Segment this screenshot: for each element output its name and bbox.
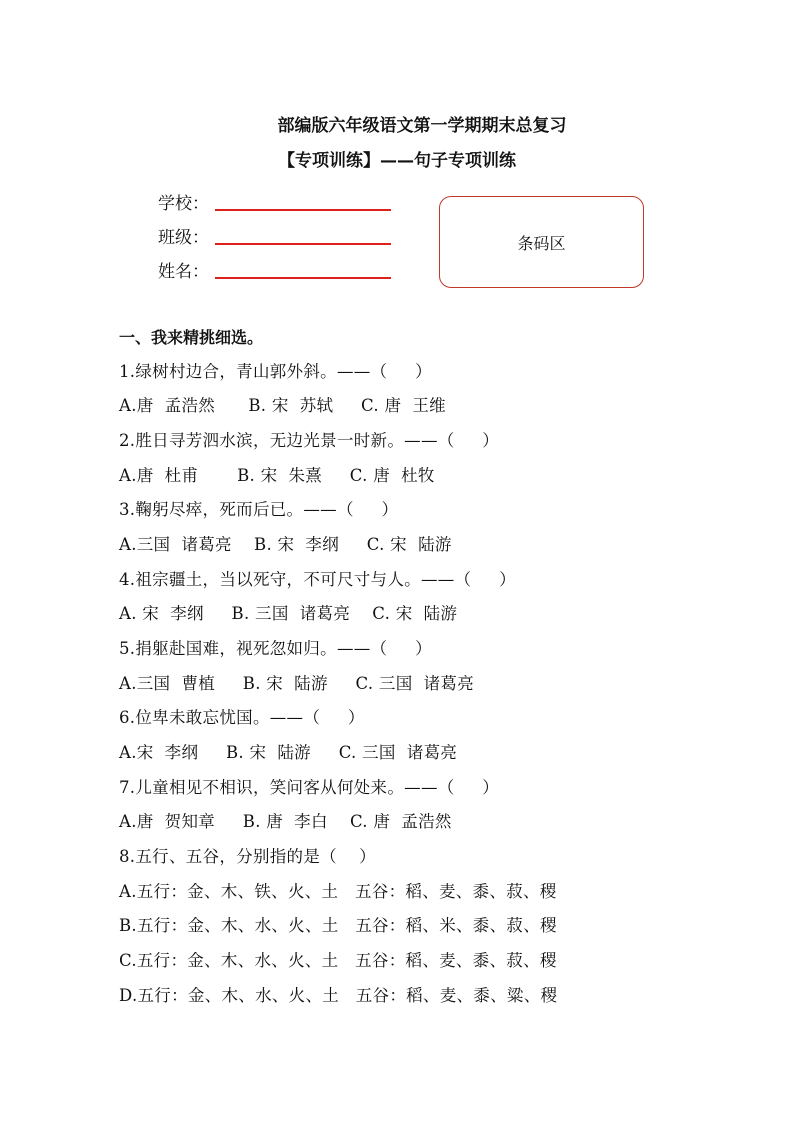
options-line: C.五行：金、木、水、火、土 五谷：稻、麦、黍、菽、稷: [119, 951, 557, 970]
question-line: 7.儿童相见不相识，笑问客从何处来。——（ ）: [119, 778, 500, 797]
options-line: A.唐 贺知章 B. 唐 李白 C. 唐 孟浩然: [119, 812, 452, 831]
question-line: 6.位卑未敢忘忧国。——（ ）: [119, 708, 365, 727]
class-label: 班级：: [158, 228, 209, 248]
name-label: 姓名：: [158, 262, 209, 282]
question-line: 1.绿树村边合，青山郭外斜。——（ ）: [119, 362, 432, 381]
section-heading: 一、我来精挑细选。: [119, 328, 264, 347]
school-label: 学校：: [158, 194, 209, 214]
question-line: 2.胜日寻芳泗水滨，无边光景一时新。——（ ）: [119, 431, 500, 450]
name-field[interactable]: [158, 257, 214, 282]
question-line: 8.五行、五谷，分别指的是（ ）: [119, 847, 376, 866]
school-field[interactable]: [158, 189, 214, 214]
school-underline: [215, 209, 391, 211]
options-line: A. 宋 李纲 B. 三国 诸葛亮 C. 宋 陆游: [119, 604, 458, 623]
options-line: D.五行：金、木、水、火、土 五谷：稻、麦、黍、粱、稷: [119, 986, 558, 1005]
options-line: A.唐 杜甫 B. 宋 朱熹 C. 唐 杜牧: [119, 466, 435, 485]
options-line: B.五行：金、木、水、火、土 五谷：稻、米、黍、菽、稷: [119, 916, 557, 935]
options-line: A.三国 诸葛亮 B. 宋 李纲 C. 宋 陆游: [119, 535, 452, 554]
barcode-area: [439, 196, 644, 288]
options-line: A.宋 李纲 B. 宋 陆游 C. 三国 诸葛亮: [119, 743, 458, 762]
barcode-label: 条码区: [517, 233, 566, 253]
question-line: 3.鞠躬尽瘁，死而后已。——（ ）: [119, 500, 399, 519]
name-underline: [215, 277, 391, 279]
options-line: A.三国 曹植 B. 宋 陆游 C. 三国 诸葛亮: [119, 674, 475, 693]
question-line: 4.祖宗疆土，当以死守，不可尺寸与人。——（ ）: [119, 570, 516, 589]
class-field[interactable]: [158, 223, 214, 248]
options-line: A.唐 孟浩然 B. 宋 苏轼 C. 唐 王维: [119, 396, 446, 415]
document-title: 部编版六年级语文第一学期期末总复习: [277, 116, 567, 136]
options-line: A.五行：金、木、铁、火、土 五谷：稻、麦、黍、菽、稷: [119, 882, 557, 901]
document-subtitle: 【专项训练】——句子专项训练: [278, 151, 516, 171]
class-underline: [215, 243, 391, 245]
question-line: 5.捐躯赴国难，视死忽如归。——（ ）: [119, 639, 432, 658]
